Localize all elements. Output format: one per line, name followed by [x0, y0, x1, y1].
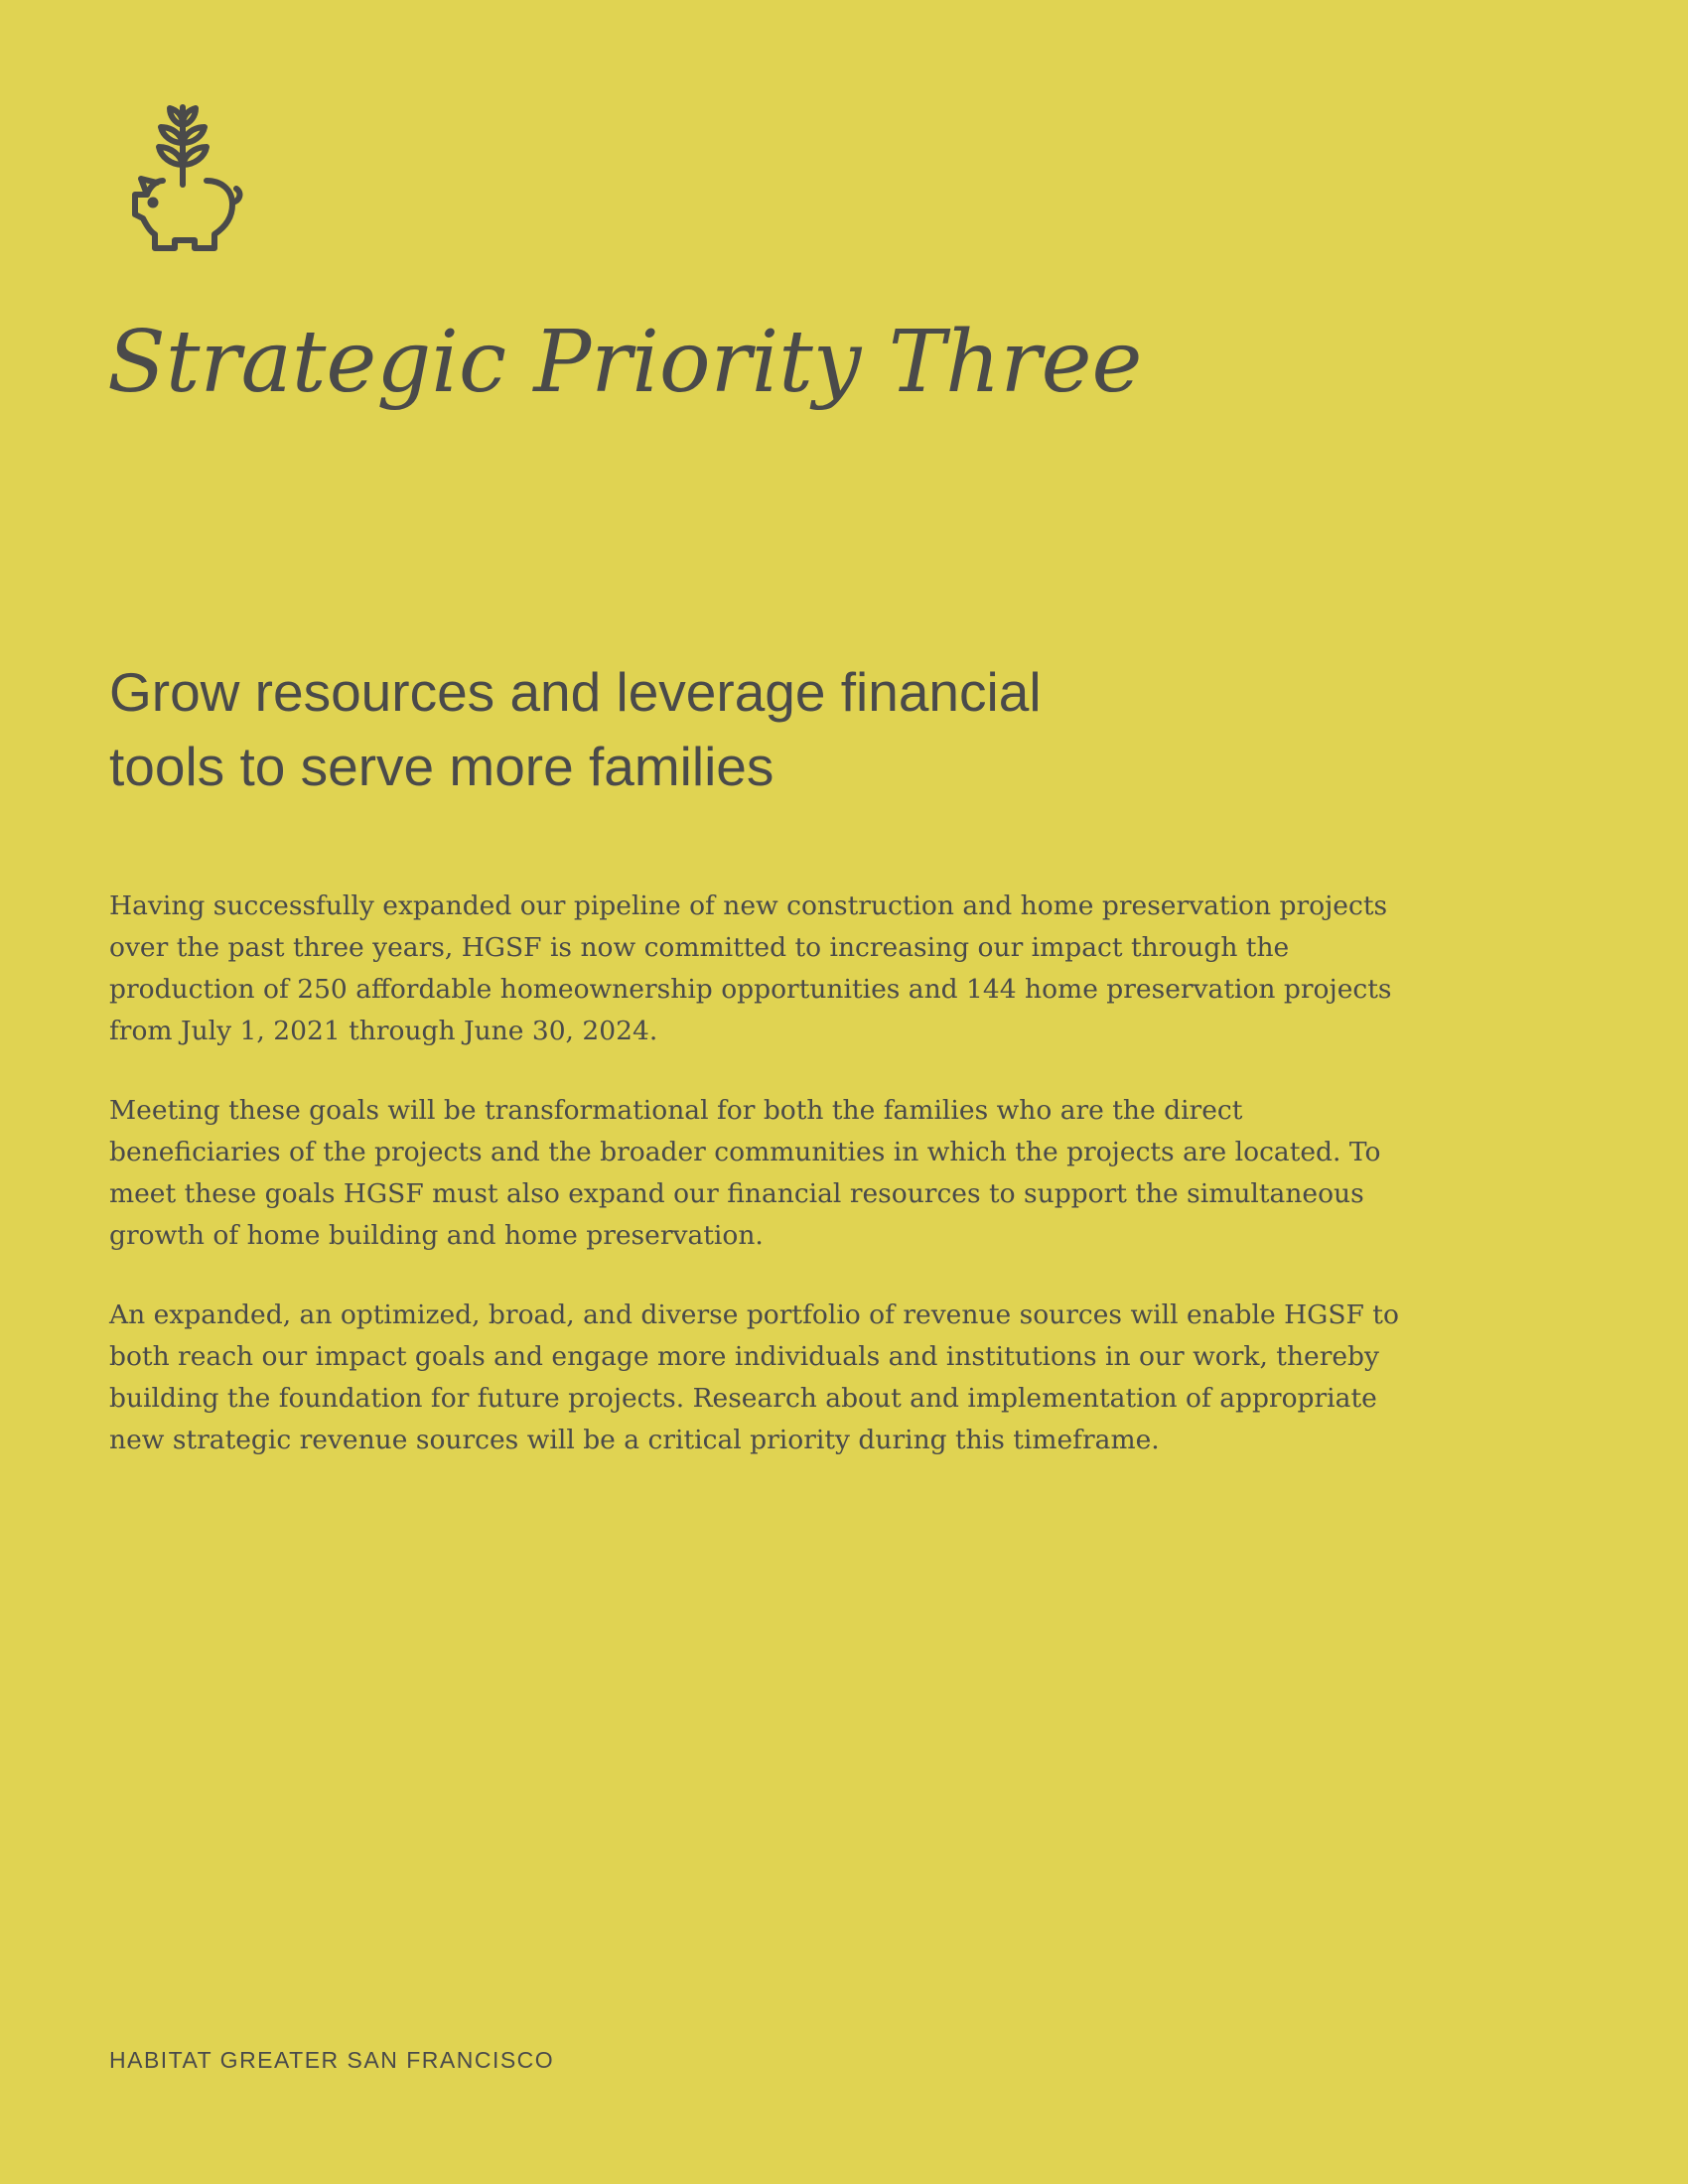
- page-title: Strategic Priority Three: [107, 313, 1143, 412]
- section-subtitle: [109, 655, 1201, 804]
- paragraph-1: Having successfully expanded our pipeline of new construction and home preservation projects over the past three years, HGSF is now committed to increasing our impact through the production of 250 affordable homeownership opportunities and 144 home preservation projects from July 1, 2021 through June 30, 2024.: [109, 890, 1392, 1046]
- body-text: [109, 886, 1400, 1499]
- piggy-bank-sprout-icon: [117, 99, 246, 258]
- paragraph-3: An expanded, an optimized, broad, and diverse portfolio of revenue sources will enable HGSF to both reach our impact goals and engage more individuals and institutions in our work, thereby building the foundation for future projects. Research about and implementation of appropriate new strategic revenue sources will be a critical priority during this timeframe.: [109, 1299, 1399, 1455]
- subtitle-line-2: tools to serve more families: [109, 736, 774, 797]
- subtitle-line-1: Grow resources and leverage financial: [109, 661, 1042, 723]
- footer-organization: HABITAT GREATER SAN FRANCISCO: [109, 2047, 555, 2073]
- paragraph-2: Meeting these goals will be transformational for both the families who are the direct beneficiaries of the projects and the broader communities in which the projects are located. To meet these goals HGSF must also expand our financial resources to support the simultaneous growth of home building and home preservation.: [109, 1095, 1381, 1251]
